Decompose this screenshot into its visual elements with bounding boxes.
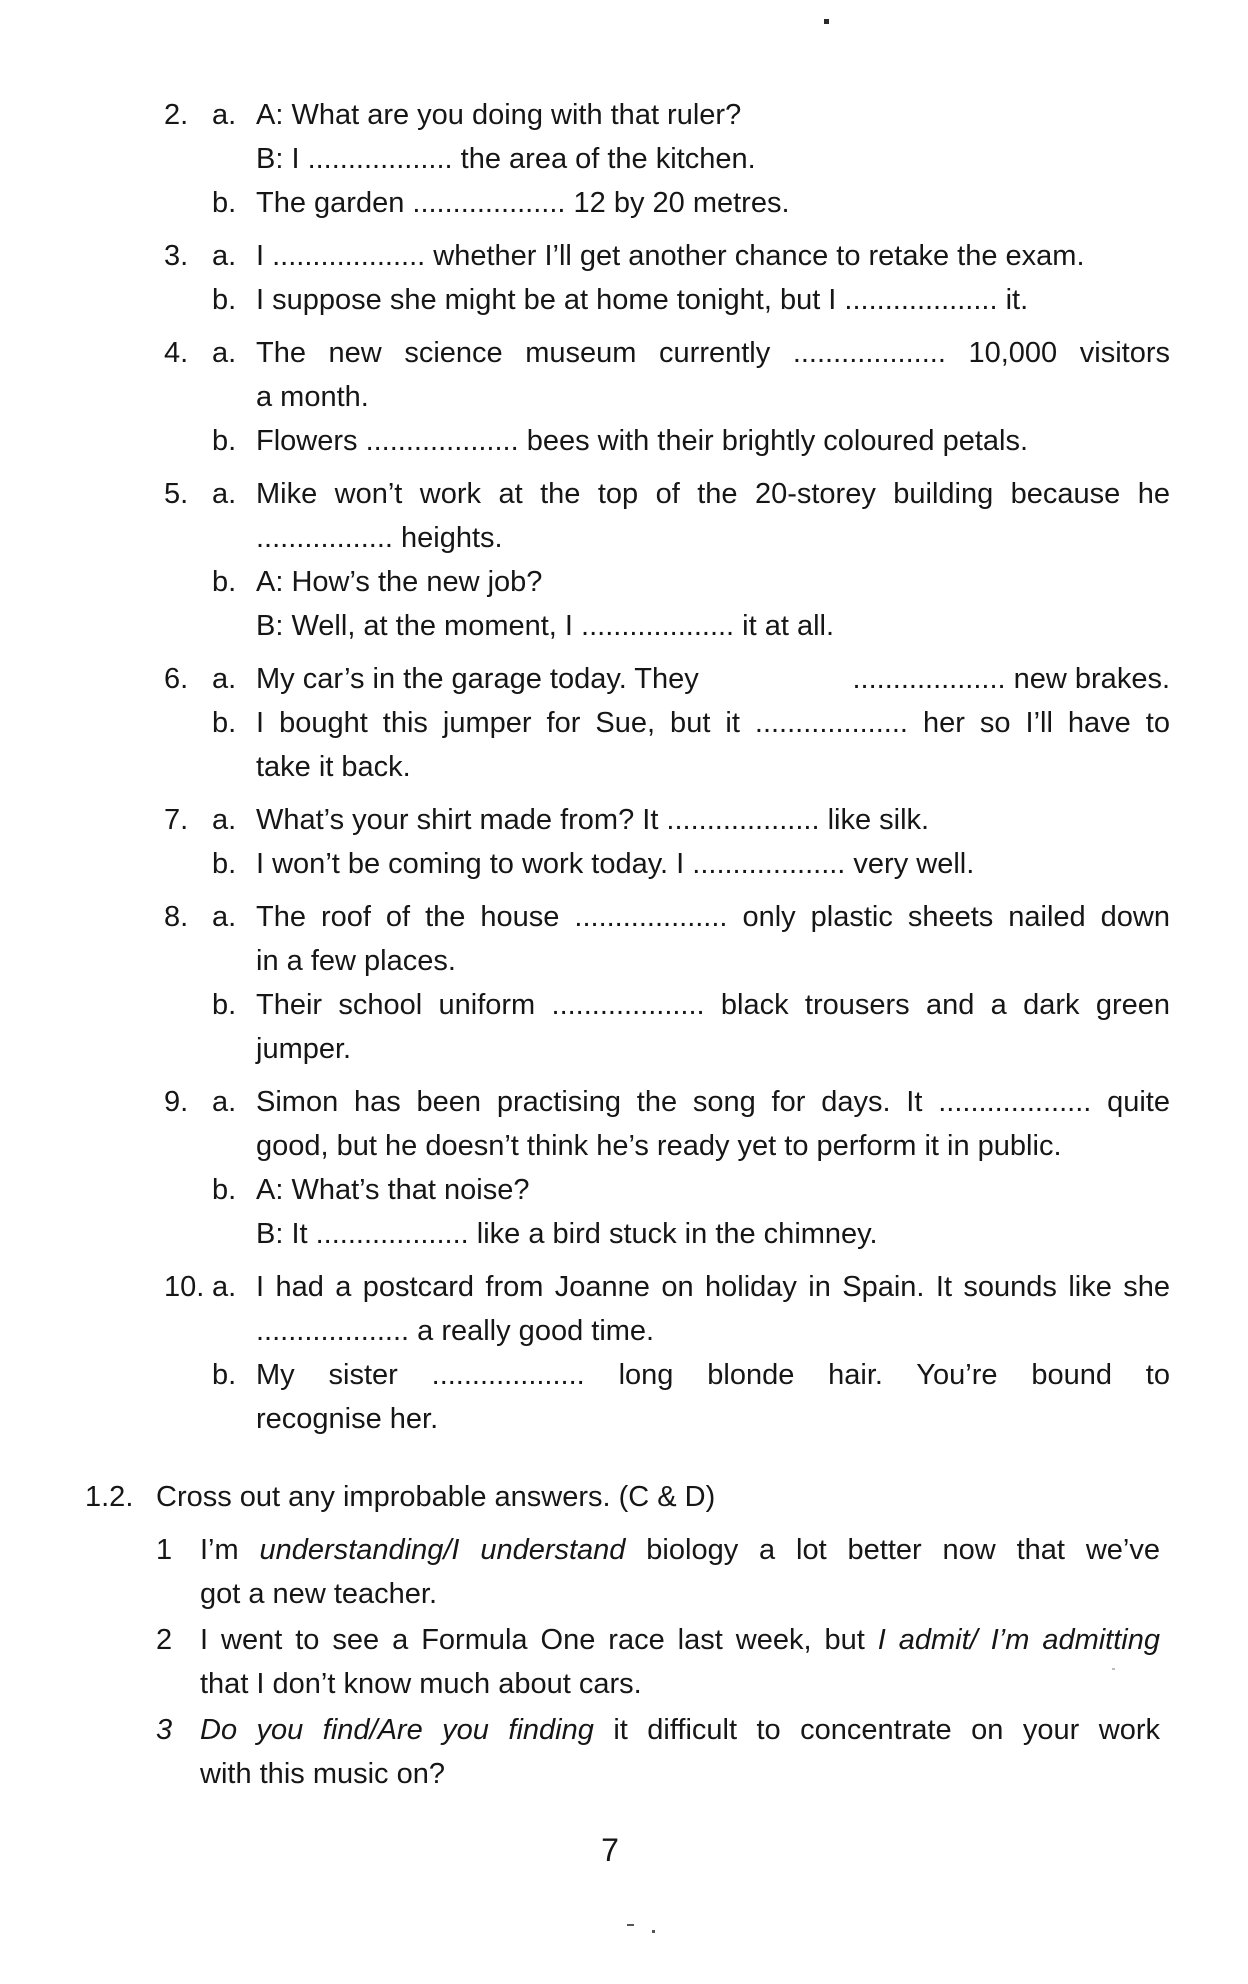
- exercise-item-4: [164, 331, 1170, 463]
- item-part-a: [164, 798, 1170, 842]
- text-line: a month.: [256, 381, 369, 413]
- item-part-b: [164, 181, 1170, 225]
- exercise-item-10: [164, 1265, 1170, 1441]
- text-line: The roof of the house ................... only plastic sheets nailed down: [256, 901, 1170, 933]
- part-text: [256, 419, 1170, 463]
- text-line: in a few places.: [256, 945, 456, 977]
- item-part-b: [164, 701, 1170, 789]
- question-1: [85, 1528, 1185, 1616]
- part-text: [256, 983, 1170, 1071]
- text-line: with this music on?: [200, 1758, 445, 1790]
- exercise-instruction: Cross out any improbable answers. (C & D): [156, 1481, 716, 1513]
- text-line: The garden ................... 12 by 20 metres.: [256, 187, 790, 219]
- part-text: [256, 278, 1170, 322]
- text-line: The new science museum currently ................... 10,000 visitors: [256, 337, 1170, 369]
- text-line: I ................... whether I’ll get another chance to retake the exam.: [256, 240, 1085, 272]
- text-segment: it difficult to concentrate on your work: [593, 1714, 1160, 1746]
- question-text: [200, 1528, 1160, 1616]
- part-letter: b.: [212, 284, 237, 316]
- part-letter: a.: [212, 240, 237, 272]
- part-text: [256, 331, 1170, 419]
- part-text: [256, 842, 1170, 886]
- item-part-a: [164, 93, 1170, 181]
- item-part-b: [164, 278, 1170, 322]
- exercise-item-7: [164, 798, 1170, 886]
- item-number: 5.: [164, 478, 189, 510]
- text-line: B: Well, at the moment, I ................... it at all.: [256, 610, 835, 642]
- text-line: good, but he doesn’t think he’s ready yet to perform it in public.: [256, 1130, 1062, 1162]
- text-segment: I went to see a Formula One race last week, but: [200, 1624, 878, 1656]
- part-letter: b.: [212, 425, 237, 457]
- text-line: take it back.: [256, 751, 411, 783]
- item-number: 10.: [164, 1271, 205, 1303]
- item-number: 7.: [164, 804, 189, 836]
- item-part-b: [164, 1353, 1170, 1441]
- part-letter: b.: [212, 1174, 237, 1206]
- part-text: [256, 234, 1170, 278]
- part-text: [256, 1080, 1170, 1168]
- text-line: A: What are you doing with that ruler?: [256, 99, 742, 131]
- part-letter: a.: [212, 478, 237, 510]
- item-part-b: [164, 1168, 1170, 1256]
- item-part-b: [164, 560, 1170, 648]
- part-letter: a.: [212, 99, 237, 131]
- text-line: recognise her.: [256, 1403, 439, 1435]
- answer-options: I admit/ I’m admitting: [877, 1624, 1160, 1656]
- part-text: [256, 1353, 1170, 1441]
- item-part-b: [164, 842, 1170, 886]
- scan-speck: [824, 19, 829, 24]
- part-text: [256, 657, 1170, 701]
- exercise-item-8: [164, 895, 1170, 1071]
- item-number: 2.: [164, 99, 189, 131]
- item-part-b: [164, 419, 1170, 463]
- item-part-b: [164, 983, 1170, 1071]
- part-letter: b.: [212, 187, 237, 219]
- part-letter: b.: [212, 707, 237, 739]
- question-number: 2: [156, 1624, 173, 1656]
- part-letter: b.: [212, 848, 237, 880]
- item-number: 6.: [164, 663, 189, 695]
- item-number: 3.: [164, 240, 189, 272]
- text-segment: biology a lot better now that we’ve: [625, 1534, 1160, 1566]
- exercise-item-2: [164, 93, 1170, 225]
- line-text-after-gap: ................... new brakes.: [852, 663, 1170, 695]
- question-text: [200, 1708, 1160, 1796]
- part-letter: b.: [212, 989, 237, 1021]
- page-number: 7: [601, 1832, 619, 1868]
- part-letter: a.: [212, 663, 237, 695]
- text-line: I won’t be coming to work today. I ................... very well.: [256, 848, 975, 880]
- text-line: I had a postcard from Joanne on holiday in Spain. It sounds like she: [256, 1271, 1170, 1303]
- exercise-number: 1.2.: [85, 1481, 134, 1513]
- text-segment: I’m: [200, 1534, 260, 1566]
- part-text: [256, 1265, 1170, 1353]
- text-line: [256, 657, 1170, 701]
- text-line: I suppose she might be at home tonight, but I ................... it.: [256, 284, 1029, 316]
- text-line: Flowers ................... bees with their brightly coloured petals.: [256, 425, 1029, 457]
- part-letter: a.: [212, 1086, 237, 1118]
- part-text: [256, 472, 1170, 560]
- question-3: [85, 1708, 1185, 1796]
- exercise-item-3: [164, 234, 1170, 322]
- part-text: [256, 93, 1170, 181]
- exercise-1-2: [85, 1475, 1185, 1796]
- item-number: 8.: [164, 901, 189, 933]
- text-line: I bought this jumper for Sue, but it ................... her so I’ll have to: [256, 707, 1170, 739]
- text-line: that I don’t know much about cars.: [200, 1668, 642, 1700]
- text-line: My sister ................... long blonde hair. You’re bound to: [256, 1359, 1170, 1391]
- question-number: 1: [156, 1534, 173, 1566]
- question-text: [200, 1618, 1160, 1706]
- text-line: got a new teacher.: [200, 1578, 437, 1610]
- answer-options: Do you find/Are you finding: [200, 1714, 594, 1746]
- answer-options: understanding/I understand: [259, 1534, 626, 1566]
- item-part-a: [164, 1080, 1170, 1168]
- part-letter: a.: [212, 804, 237, 836]
- part-text: [256, 181, 1170, 225]
- item-number: 4.: [164, 337, 189, 369]
- text-line: Simon has been practising the song for days. It ................... quite: [256, 1086, 1170, 1118]
- item-part-a: [164, 234, 1170, 278]
- part-text: [256, 1168, 1170, 1256]
- exercise-item-9: [164, 1080, 1170, 1256]
- text-line: B: I .................. the area of the kitchen.: [256, 143, 756, 175]
- question-2: [85, 1618, 1185, 1706]
- part-letter: b.: [212, 1359, 237, 1391]
- text-line: Mike won’t work at the top of the 20-storey building because he: [256, 478, 1170, 510]
- text-line: ................... a really good time.: [256, 1315, 655, 1347]
- exercise-item-6: [164, 657, 1170, 789]
- scan-speck: [652, 1930, 655, 1933]
- text-line: Their school uniform ................... black trousers and a dark green: [256, 989, 1170, 1021]
- text-line: ................. heights.: [256, 522, 503, 554]
- part-text: [256, 895, 1170, 983]
- text-line: What’s your shirt made from? It ................... like silk.: [256, 804, 930, 836]
- part-letter: b.: [212, 566, 237, 598]
- text-line: A: How’s the new job?: [256, 566, 543, 598]
- text-line: jumper.: [256, 1033, 352, 1065]
- line-text-before-gap: My car’s in the garage today. They: [256, 663, 699, 695]
- item-part-a: [164, 895, 1170, 983]
- text-line: A: What’s that noise?: [256, 1174, 530, 1206]
- text-line: [200, 1528, 1160, 1572]
- exercise-item-5: [164, 472, 1170, 648]
- exercise-heading: [85, 1475, 1185, 1519]
- item-part-a: [164, 331, 1170, 419]
- scan-speck: [627, 1924, 634, 1926]
- part-text: [256, 560, 1170, 648]
- text-line: [200, 1708, 1160, 1752]
- exercise-items: [164, 93, 1170, 1450]
- item-number: 9.: [164, 1086, 189, 1118]
- part-letter: a.: [212, 901, 237, 933]
- item-part-a: [164, 657, 1170, 701]
- item-part-a: [164, 1265, 1170, 1353]
- question-number: 3: [156, 1714, 173, 1746]
- item-part-a: [164, 472, 1170, 560]
- part-text: [256, 701, 1170, 789]
- part-letter: a.: [212, 337, 237, 369]
- text-line: [200, 1618, 1160, 1662]
- part-letter: a.: [212, 1271, 237, 1303]
- text-line: B: It ................... like a bird stuck in the chimney.: [256, 1218, 878, 1250]
- part-text: [256, 798, 1170, 842]
